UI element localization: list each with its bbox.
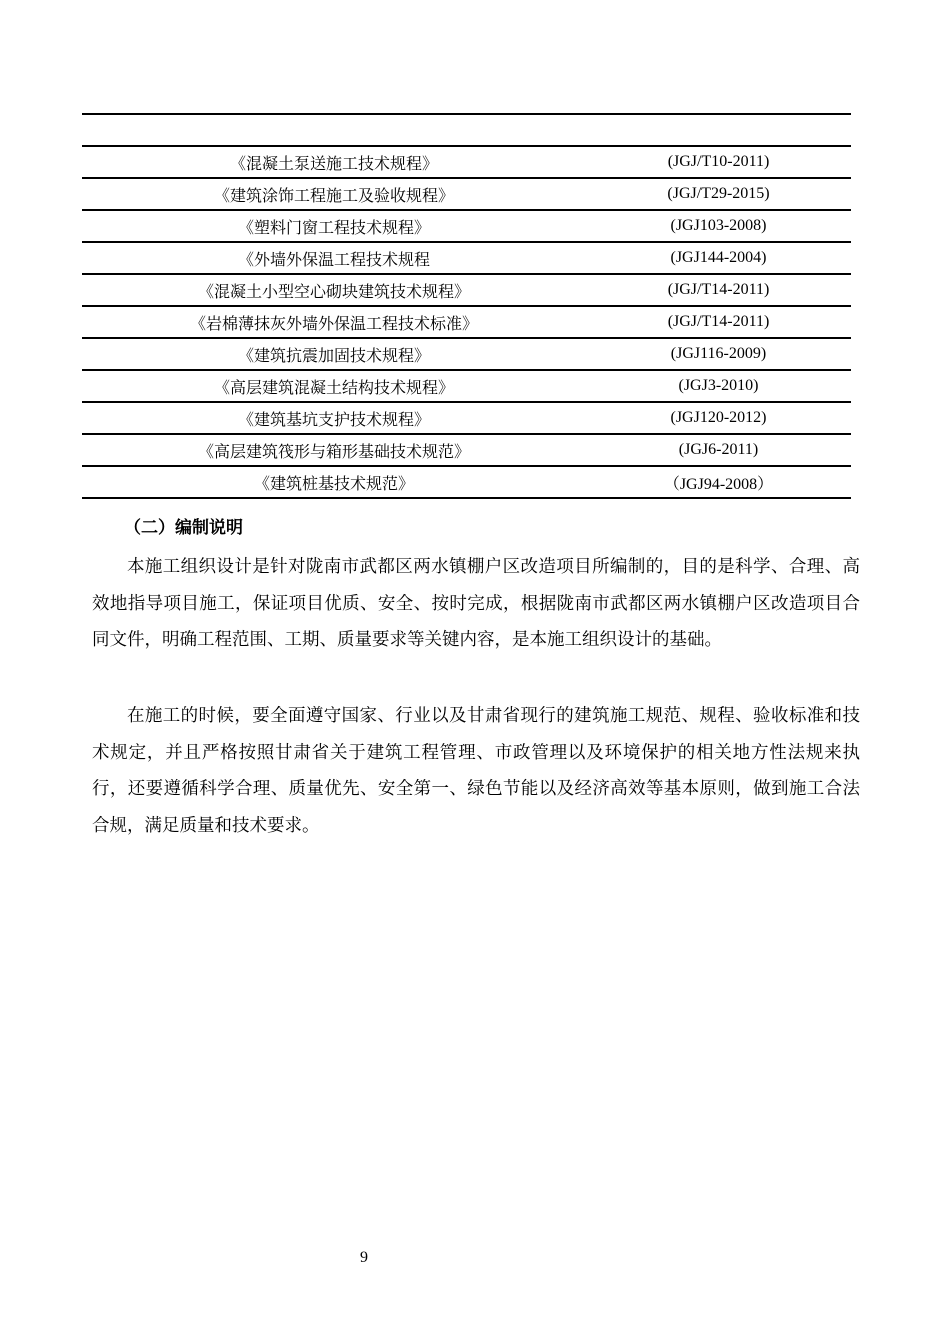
standard-name: 《外墙外保温工程技术规程 [82,242,586,274]
standard-code: (JGJ/T14-2011) [586,274,851,306]
standards-table-body [82,114,851,498]
table-row [82,338,851,370]
standard-name: 《建筑桩基技术规范》 [82,466,586,498]
standards-table [82,113,851,499]
standard-name: 《建筑基坑支护技术规程》 [82,402,586,434]
table-row [82,306,851,338]
section-heading: （二）编制说明 [124,518,243,537]
header-cell-code [586,114,851,146]
table-row [82,210,851,242]
table-row [82,274,851,306]
standard-name: 《混凝土小型空心砌块建筑技术规程》 [82,274,586,306]
standard-code: (JGJ120-2012) [586,402,851,434]
standard-code: （JGJ94-2008） [586,466,851,498]
standard-name: 《高层建筑筏形与箱形基础技术规范》 [82,434,586,466]
table-header-row [82,114,851,146]
table-row [82,146,851,178]
standard-name: 《建筑涂饰工程施工及验收规程》 [82,178,586,210]
page-number: 9 [360,1249,368,1266]
standard-name: 《岩棉薄抹灰外墙外保温工程技术标准》 [82,306,586,338]
standard-code: (JGJ6-2011) [586,434,851,466]
standard-name: 《高层建筑混凝土结构技术规程》 [82,370,586,402]
standard-name: 《混凝土泵送施工技术规程》 [82,146,586,178]
body-paragraph: 在施工的时候，要全面遵守国家、行业以及甘肃省现行的建筑施工规范、规程、验收标准和技术规定，并且严格按照甘肃省关于建筑工程管理、市政管理以及环境保护的相关地方性法规来执行，还要遵循科学合理、质量优先、安全第一、绿色节能以及经济高效等基本原则，做到施工合法合规，满足质量和技术要求。 [92,705,860,835]
table-row [82,402,851,434]
table-row [82,434,851,466]
table-row [82,466,851,498]
header-cell-name [82,114,586,146]
standard-code: (JGJ3-2010) [586,370,851,402]
table-row [82,178,851,210]
standard-code: (JGJ/T14-2011) [586,306,851,338]
standard-code: (JGJ/T29-2015) [586,178,851,210]
standard-name: 《建筑抗震加固技术规程》 [82,338,586,370]
body-paragraph: 本施工组织设计是针对陇南市武都区两水镇棚户区改造项目所编制的，目的是科学、合理、高效地指导项目施工，保证项目优质、安全、按时完成，根据陇南市武都区两水镇棚户区改造项目合同文件，明确工程范围、工期、质量要求等关键内容，是本施工组织设计的基础。 [92,556,860,649]
table-row [82,242,851,274]
standard-code: (JGJ144-2004) [586,242,851,274]
table-row [82,370,851,402]
standard-code: (JGJ/T10-2011) [586,146,851,178]
standard-name: 《塑料门窗工程技术规程》 [82,210,586,242]
standard-code: (JGJ103-2008) [586,210,851,242]
standard-code: (JGJ116-2009) [586,338,851,370]
